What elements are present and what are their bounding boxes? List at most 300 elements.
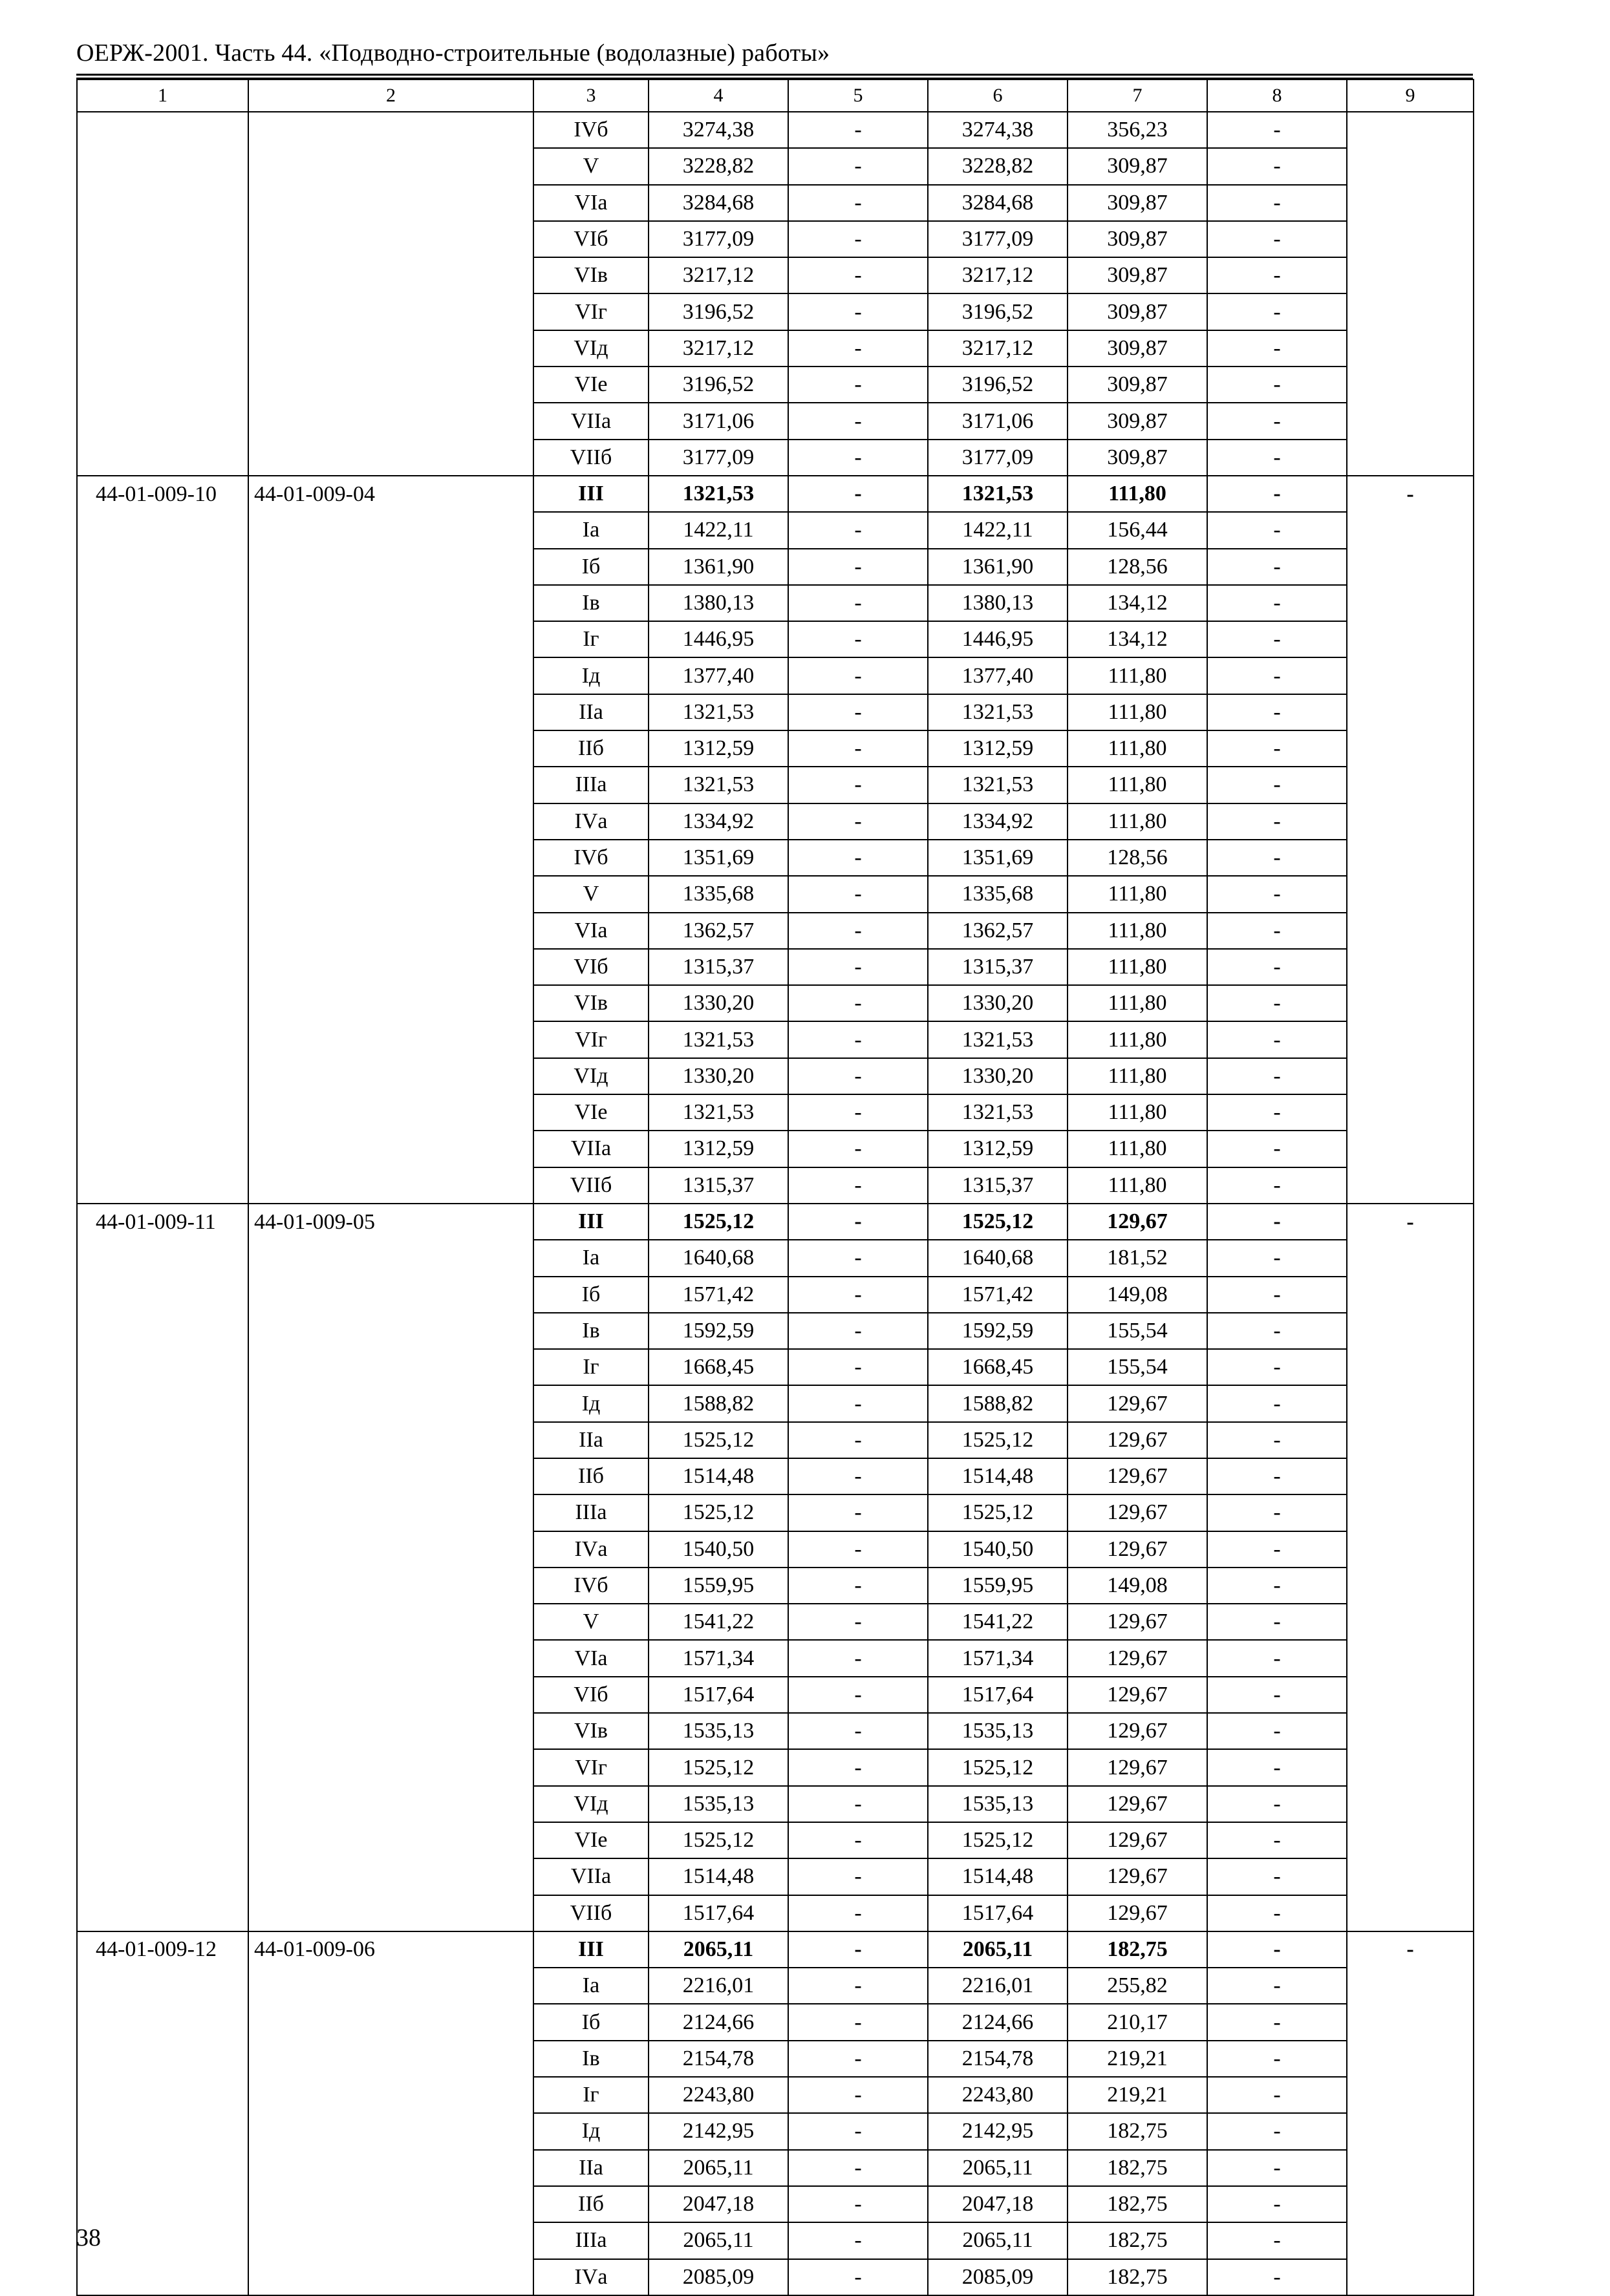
table-row [77,221,1474,257]
operator-wage-cell: 111,80 [1068,985,1207,1021]
table-row [77,1749,1474,1785]
column-number: 5 [788,80,928,112]
machine-cost-cell: 1592,59 [928,1313,1068,1349]
table-row [77,2150,1474,2186]
col9-cell [1347,621,1474,657]
material-cost-cell: - [1207,1021,1347,1058]
table-row [77,767,1474,803]
col9-cell [1347,2186,1474,2222]
table-row [77,2222,1474,2259]
zone-cell: Iб [533,2004,649,2040]
zone-cell: VIд [533,1786,649,1822]
table-row [77,1568,1474,1604]
direct-cost-cell: 1321,53 [649,1094,788,1131]
zone-cell: IVа [533,2259,649,2295]
machine-cost-cell: 3177,09 [928,221,1068,257]
zone-cell: Iг [533,621,649,657]
table-row [77,657,1474,694]
table-row [77,330,1474,367]
col9-cell [1347,512,1474,548]
operator-wage-cell: 182,75 [1068,1931,1207,1968]
material-cost-cell: - [1207,1422,1347,1458]
table-row [77,185,1474,221]
table-row [77,1458,1474,1494]
labor-cost-cell: - [788,1604,928,1640]
rate-code-cell [77,1422,248,1458]
column-number: 6 [928,80,1068,112]
material-cost-cell: - [1207,985,1347,1021]
base-rate-cell [248,1677,533,1713]
col9-cell [1347,1349,1474,1385]
rate-code-cell [77,1677,248,1713]
material-cost-cell: - [1207,1531,1347,1568]
machine-cost-cell: 3284,68 [928,185,1068,221]
machine-cost-cell: 2047,18 [928,2186,1068,2222]
operator-wage-cell: 129,67 [1068,1822,1207,1858]
table-row [77,2004,1474,2040]
zone-cell: VIд [533,330,649,367]
operator-wage-cell: 111,80 [1068,476,1207,512]
material-cost-cell: - [1207,1786,1347,1822]
base-rate-cell [248,440,533,476]
labor-cost-cell: - [788,949,928,985]
material-cost-cell: - [1207,1640,1347,1676]
direct-cost-cell: 2085,09 [649,2259,788,2295]
machine-cost-cell: 1571,34 [928,1640,1068,1676]
machine-cost-cell: 1535,13 [928,1786,1068,1822]
machine-cost-cell: 2065,11 [928,1931,1068,1968]
base-rate-cell [248,148,533,184]
col9-cell [1347,803,1474,840]
zone-cell: VIв [533,1713,649,1749]
direct-cost-cell: 3217,12 [649,330,788,367]
operator-wage-cell: 309,87 [1068,257,1207,293]
rate-code-cell [77,185,248,221]
rate-code-cell [77,1786,248,1822]
operator-wage-cell: 129,67 [1068,1458,1207,1494]
zone-cell: Iа [533,1968,649,2004]
zone-cell: Iб [533,1277,649,1313]
material-cost-cell: - [1207,2113,1347,2149]
rate-code-cell [77,2259,248,2295]
machine-cost-cell: 1330,20 [928,1058,1068,1094]
labor-cost-cell: - [788,694,928,730]
table-row [77,840,1474,876]
zone-cell: IIIа [533,2222,649,2259]
direct-cost-cell: 2154,78 [649,2041,788,2077]
table-row [77,694,1474,730]
labor-cost-cell: - [788,1822,928,1858]
operator-wage-cell: 155,54 [1068,1349,1207,1385]
rate-code-cell [77,1531,248,1568]
material-cost-cell: - [1207,1131,1347,1167]
rate-code-cell [77,2150,248,2186]
operator-wage-cell: 129,67 [1068,1749,1207,1785]
machine-cost-cell: 1330,20 [928,985,1068,1021]
rate-code-cell [77,1494,248,1531]
operator-wage-cell: 309,87 [1068,293,1207,330]
material-cost-cell: - [1207,221,1347,257]
operator-wage-cell: 129,67 [1068,1385,1207,1421]
operator-wage-cell: 309,87 [1068,221,1207,257]
operator-wage-cell: 111,80 [1068,876,1207,912]
operator-wage-cell: 128,56 [1068,549,1207,585]
col9-cell [1347,2004,1474,2040]
table-row [77,1895,1474,1931]
col9-cell [1347,1786,1474,1822]
zone-cell: V [533,148,649,184]
labor-cost-cell: - [788,1277,928,1313]
material-cost-cell: - [1207,2222,1347,2259]
column-number: 7 [1068,80,1207,112]
direct-cost-cell: 2065,11 [649,1931,788,1968]
operator-wage-cell: 309,87 [1068,367,1207,403]
rate-code-cell [77,549,248,585]
rate-code-cell [77,730,248,767]
labor-cost-cell: - [788,1021,928,1058]
labor-cost-cell: - [788,1313,928,1349]
direct-cost-cell: 1380,13 [649,585,788,621]
col9-cell [1347,694,1474,730]
operator-wage-cell: 111,80 [1068,803,1207,840]
labor-cost-cell: - [788,1713,928,1749]
operator-wage-cell: 134,12 [1068,585,1207,621]
direct-cost-cell: 1525,12 [649,1204,788,1240]
material-cost-cell: - [1207,1677,1347,1713]
rate-code-cell [77,293,248,330]
labor-cost-cell: - [788,1131,928,1167]
labor-cost-cell: - [788,112,928,148]
zone-cell: IIб [533,2186,649,2222]
zone-cell: VIг [533,1749,649,1785]
machine-cost-cell: 1377,40 [928,657,1068,694]
operator-wage-cell: 111,80 [1068,1094,1207,1131]
col9-cell: - [1347,1204,1474,1240]
base-rate-cell [248,585,533,621]
zone-cell: IIа [533,2150,649,2186]
base-rate-cell [248,1604,533,1640]
rate-code-cell [77,913,248,949]
zone-cell: VIа [533,185,649,221]
table-row [77,1968,1474,2004]
operator-wage-cell: 210,17 [1068,2004,1207,2040]
zone-cell: IVа [533,803,649,840]
table-row [77,1786,1474,1822]
material-cost-cell: - [1207,1822,1347,1858]
table-row [77,1167,1474,1204]
machine-cost-cell: 1514,48 [928,1458,1068,1494]
zone-cell: IIб [533,1458,649,1494]
rate-code-cell [77,1604,248,1640]
rate-code-cell [77,1349,248,1385]
zone-cell: IIа [533,694,649,730]
operator-wage-cell: 182,75 [1068,2186,1207,2222]
col9-cell [1347,440,1474,476]
direct-cost-cell: 2065,11 [649,2150,788,2186]
base-rate-cell [248,2259,533,2295]
zone-cell: V [533,1604,649,1640]
zone-cell: IIб [533,730,649,767]
material-cost-cell: - [1207,185,1347,221]
operator-wage-cell: 111,80 [1068,913,1207,949]
zone-cell: IVа [533,1531,649,1568]
base-rate-cell [248,1968,533,2004]
direct-cost-cell: 1315,37 [649,949,788,985]
rate-code-cell [77,1968,248,2004]
direct-cost-cell: 1588,82 [649,1385,788,1421]
labor-cost-cell: - [788,1422,928,1458]
zone-cell: VIе [533,1094,649,1131]
labor-cost-cell: - [788,2004,928,2040]
operator-wage-cell: 128,56 [1068,840,1207,876]
machine-cost-cell: 1312,59 [928,730,1068,767]
material-cost-cell: - [1207,840,1347,876]
material-cost-cell: - [1207,1931,1347,1968]
direct-cost-cell: 1351,69 [649,840,788,876]
operator-wage-cell: 129,67 [1068,1713,1207,1749]
base-rate-cell [248,221,533,257]
rate-code-cell [77,440,248,476]
rate-code-cell [77,1858,248,1895]
zone-cell: IVб [533,1568,649,1604]
material-cost-cell: - [1207,730,1347,767]
operator-wage-cell: 111,80 [1068,730,1207,767]
col9-cell [1347,2222,1474,2259]
direct-cost-cell: 1330,20 [649,1058,788,1094]
direct-cost-cell: 1640,68 [649,1240,788,1276]
direct-cost-cell: 1517,64 [649,1895,788,1931]
direct-cost-cell: 3177,09 [649,221,788,257]
material-cost-cell: - [1207,367,1347,403]
table-row [77,1349,1474,1385]
machine-cost-cell: 1315,37 [928,949,1068,985]
rate-code-cell [77,949,248,985]
col9-cell [1347,1822,1474,1858]
direct-cost-cell: 2243,80 [649,2077,788,2113]
rate-code-cell [77,403,248,439]
header-rule [76,74,1473,76]
rate-code-cell [77,512,248,548]
rate-code-cell [77,1277,248,1313]
rate-code-cell [77,1385,248,1421]
col9-cell: - [1347,476,1474,512]
material-cost-cell: - [1207,2004,1347,2040]
machine-cost-cell: 2154,78 [928,2041,1068,2077]
table-row [77,1604,1474,1640]
material-cost-cell: - [1207,1713,1347,1749]
labor-cost-cell: - [788,730,928,767]
col9-cell [1347,1568,1474,1604]
rate-code-cell [77,767,248,803]
rate-code-cell [77,621,248,657]
machine-cost-cell: 1588,82 [928,1385,1068,1421]
table-row [77,730,1474,767]
table-body [77,80,1474,2295]
rate-code-cell [77,367,248,403]
labor-cost-cell: - [788,1968,928,2004]
rate-code-cell [77,694,248,730]
base-rate-cell [248,2222,533,2259]
direct-cost-cell: 3274,38 [649,112,788,148]
labor-cost-cell: - [788,1458,928,1494]
machine-cost-cell: 2065,11 [928,2150,1068,2186]
rate-code-cell [77,1021,248,1058]
table-row [77,1131,1474,1167]
material-cost-cell: - [1207,1568,1347,1604]
labor-cost-cell: - [788,2113,928,2149]
col9-cell [1347,1531,1474,1568]
direct-cost-cell: 2124,66 [649,2004,788,2040]
table-row [77,476,1474,512]
operator-wage-cell: 182,75 [1068,2113,1207,2149]
direct-cost-cell: 1525,12 [649,1749,788,1785]
labor-cost-cell: - [788,2222,928,2259]
material-cost-cell: - [1207,1604,1347,1640]
operator-wage-cell: 149,08 [1068,1277,1207,1313]
col9-cell [1347,985,1474,1021]
base-rate-cell [248,1858,533,1895]
base-rate-cell [248,1058,533,1094]
machine-cost-cell: 1321,53 [928,767,1068,803]
labor-cost-cell: - [788,621,928,657]
material-cost-cell: - [1207,2186,1347,2222]
base-rate-cell: 44-01-009-05 [248,1204,533,1240]
col9-cell [1347,1713,1474,1749]
direct-cost-cell: 1362,57 [649,913,788,949]
col9-cell [1347,1385,1474,1421]
machine-cost-cell: 2124,66 [928,2004,1068,2040]
material-cost-cell: - [1207,549,1347,585]
machine-cost-cell: 2085,09 [928,2259,1068,2295]
zone-cell: VIв [533,985,649,1021]
rate-code-cell [77,876,248,912]
labor-cost-cell: - [788,913,928,949]
zone-cell: Iа [533,1240,649,1276]
operator-wage-cell: 155,54 [1068,1313,1207,1349]
operator-wage-cell: 156,44 [1068,512,1207,548]
col9-cell [1347,293,1474,330]
material-cost-cell: - [1207,257,1347,293]
zone-cell: VIб [533,221,649,257]
rate-code-cell [77,1167,248,1204]
labor-cost-cell: - [788,185,928,221]
table-row [77,148,1474,184]
col9-cell [1347,1677,1474,1713]
machine-cost-cell: 1446,95 [928,621,1068,657]
labor-cost-cell: - [788,803,928,840]
col9-cell [1347,1895,1474,1931]
table-row [77,2259,1474,2295]
table-row [77,403,1474,439]
page-header: ОЕРЖ-2001. Часть 44. «Подводно-строительные (водолазные) работы» [76,39,830,67]
table-row [77,1313,1474,1349]
rate-code-cell [77,2041,248,2077]
material-cost-cell: - [1207,1058,1347,1094]
base-rate-cell: 44-01-009-06 [248,1931,533,1968]
col9-cell [1347,876,1474,912]
direct-cost-cell: 1321,53 [649,767,788,803]
direct-cost-cell: 1517,64 [649,1677,788,1713]
rate-code-cell: 44-01-009-11 [77,1204,248,1240]
base-rate-cell [248,730,533,767]
rate-code-cell [77,1131,248,1167]
operator-wage-cell: 129,67 [1068,1786,1207,1822]
rate-code-cell [77,1895,248,1931]
operator-wage-cell: 309,87 [1068,403,1207,439]
rate-code-cell [77,1240,248,1276]
col9-cell [1347,1167,1474,1204]
table-row [77,1422,1474,1458]
rate-code-cell [77,1568,248,1604]
direct-cost-cell: 1335,68 [649,876,788,912]
machine-cost-cell: 1312,59 [928,1131,1068,1167]
col9-cell [1347,840,1474,876]
labor-cost-cell: - [788,2186,928,2222]
operator-wage-cell: 182,75 [1068,2150,1207,2186]
material-cost-cell: - [1207,803,1347,840]
direct-cost-cell: 3284,68 [649,185,788,221]
machine-cost-cell: 1525,12 [928,1494,1068,1531]
machine-cost-cell: 1640,68 [928,1240,1068,1276]
table-row [77,1494,1474,1531]
table-row [77,1021,1474,1058]
zone-cell: IVб [533,112,649,148]
labor-cost-cell: - [788,476,928,512]
column-number: 3 [533,80,649,112]
base-rate-cell [248,694,533,730]
zone-cell: VIб [533,949,649,985]
base-rate-cell [248,840,533,876]
table-row [77,1240,1474,1276]
zone-cell: Iв [533,2041,649,2077]
labor-cost-cell: - [788,549,928,585]
col9-cell [1347,1968,1474,2004]
operator-wage-cell: 111,80 [1068,1167,1207,1204]
direct-cost-cell: 1312,59 [649,730,788,767]
rate-code-cell [77,803,248,840]
zone-cell: VIа [533,1640,649,1676]
zone-cell: Iб [533,549,649,585]
col9-cell [1347,2113,1474,2149]
base-rate-cell [248,1167,533,1204]
base-rate-cell [248,985,533,1021]
material-cost-cell: - [1207,1094,1347,1131]
rates-table [76,79,1474,2296]
col9-cell [1347,185,1474,221]
table-row [77,803,1474,840]
base-rate-cell [248,1895,533,1931]
material-cost-cell: - [1207,1895,1347,1931]
labor-cost-cell: - [788,1349,928,1385]
labor-cost-cell: - [788,840,928,876]
base-rate-cell [248,1568,533,1604]
machine-cost-cell: 1571,42 [928,1277,1068,1313]
base-rate-cell [248,1822,533,1858]
col9-cell [1347,112,1474,148]
rate-code-cell [77,2077,248,2113]
machine-cost-cell: 1525,12 [928,1204,1068,1240]
direct-cost-cell: 1525,12 [649,1822,788,1858]
col9-cell [1347,1021,1474,1058]
machine-cost-cell: 1321,53 [928,1094,1068,1131]
base-rate-cell: 44-01-009-04 [248,476,533,512]
operator-wage-cell: 129,67 [1068,1204,1207,1240]
col9-cell [1347,1240,1474,1276]
col9-cell [1347,2077,1474,2113]
table-row [77,876,1474,912]
zone-cell: VIе [533,1822,649,1858]
direct-cost-cell: 2047,18 [649,2186,788,2222]
